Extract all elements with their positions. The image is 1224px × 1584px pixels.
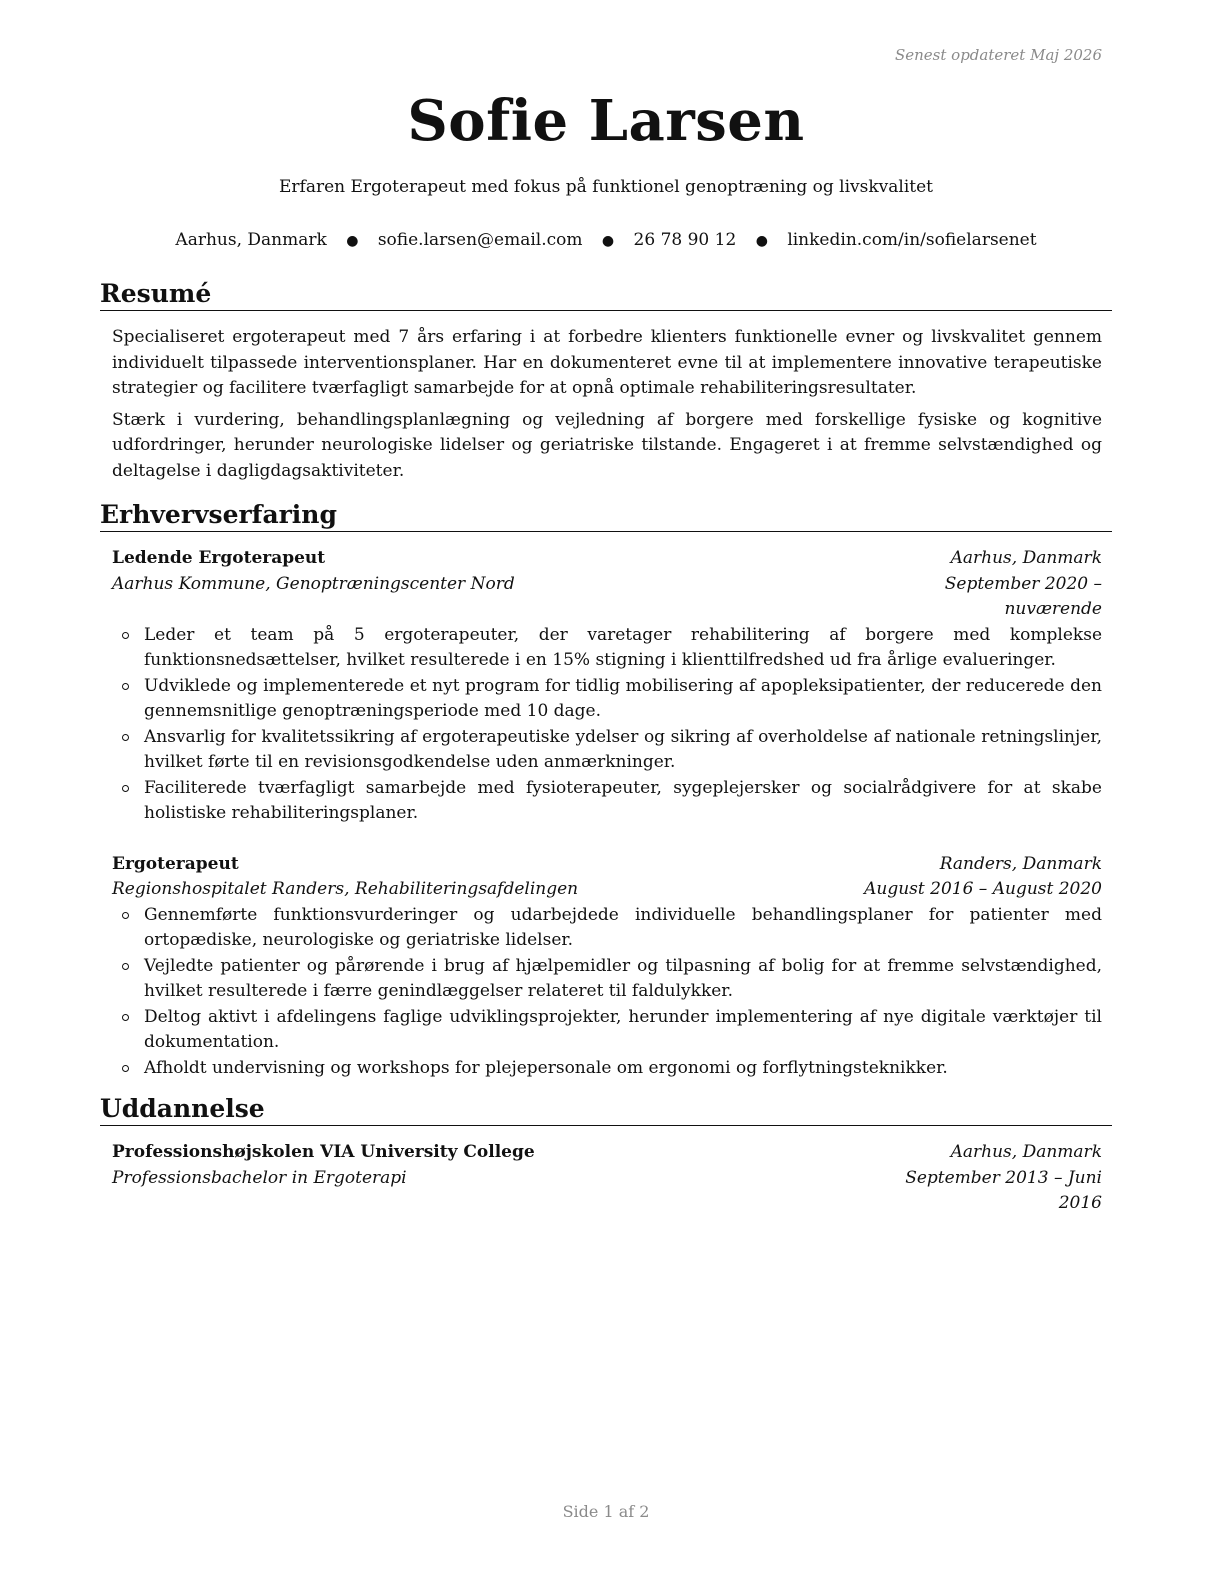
bullet-text: Deltog aktivt i afdelingens faglige udviklingsprojekter, herunder implementering af nye digitale værktøjer til dokumentation.	[144, 1006, 1102, 1052]
bullet-text: Vejledte patienter og pårørende i brug af hjælpemidler og tilpasning af bolig for at fremme selvstændighed, hvilket resulterede i færre genindlæggelser relateret til faldulykker.	[144, 955, 1102, 1001]
bullet-text: Leder et team på 5 ergoterapeuter, der varetager rehabilitering af borgere med komplekse funktionsnedsættelser, hvilket resulterede i en 15% stigning i klienttilfredshed ud fra årlige evalueringer.	[144, 624, 1102, 670]
circle-bullet-icon	[122, 1065, 129, 1072]
section-title-education: Uddannelse	[100, 1093, 1112, 1126]
bullet-text: Udviklede og implementerede et nyt program for tidlig mobilisering af apopleksipatienter, der reducerede den gennemsnitlige genoptræningsperiode med 10 dage.	[144, 675, 1102, 721]
candidate-name: Sofie Larsen	[407, 88, 805, 154]
list-item	[112, 1056, 1102, 1082]
contact-linkedin[interactable]: linkedin.com/in/sofielarsenet	[787, 230, 1037, 250]
page-number: Side 1 af 2	[562, 1502, 650, 1521]
degree: Professionsbachelor in Ergoterapi	[112, 1167, 407, 1188]
school-location: Aarhus, Danmark	[950, 1142, 1102, 1162]
bullet-separator-icon: ●	[601, 233, 615, 249]
list-item	[112, 623, 1102, 674]
bullet-text: Ansvarlig for kvalitetssikring af ergoterapeutiske ydelser og sikring af overholdelse af nationale retningslinjer, hvilket førte til en revisionsgodkendelse uden anmærkninger.	[144, 726, 1102, 772]
job-title: Ledende Ergoterapeut	[112, 548, 326, 568]
job-bullets	[112, 903, 1102, 1082]
circle-bullet-icon	[122, 683, 129, 690]
bullet-text: Gennemførte funktionsvurderinger og udarbejdede individuelle behandlingsplaner for patienter med ortopædiske, neurologiske og geriatriske lidelser.	[144, 904, 1102, 950]
bullet-separator-icon: ●	[755, 233, 768, 249]
job-date: August 2016 – August 2020	[864, 879, 1102, 899]
job-organization: Aarhus Kommune, Genoptræningscenter Nord	[112, 573, 515, 594]
circle-bullet-icon	[122, 785, 129, 792]
tagline: Erfaren Ergoterapeut med fokus på funktionel genoptræning og livskvalitet	[278, 177, 933, 197]
list-item	[112, 776, 1102, 827]
list-item	[112, 725, 1102, 776]
job-entry	[112, 852, 1102, 1082]
contact-email[interactable]: sofie.larsen@email.com	[377, 230, 583, 250]
job-location: Aarhus, Danmark	[950, 548, 1102, 568]
list-item	[112, 954, 1102, 1005]
education-date: September 2013 – Juni 2016	[905, 1167, 1102, 1213]
list-item	[112, 674, 1102, 725]
summary-section	[100, 278, 1112, 484]
bullet-separator-icon: ●	[346, 233, 359, 249]
circle-bullet-icon	[122, 963, 129, 970]
contact-line	[100, 229, 1112, 252]
contact-location: Aarhus, Danmark	[175, 230, 327, 250]
last-updated: Senest opdateret Maj 2026	[894, 46, 1102, 64]
education-section	[100, 1093, 1112, 1217]
job-bullets	[112, 623, 1102, 827]
list-item	[112, 1005, 1102, 1056]
experience-section	[100, 499, 1112, 1081]
contact-phone: 26 78 90 12	[633, 230, 737, 250]
job-date: September 2020 – nuværende	[944, 573, 1102, 619]
circle-bullet-icon	[122, 632, 129, 639]
resume-page	[100, 0, 1112, 1584]
job-organization: Regionshospitalet Randers, Rehabiliteringsafdelingen	[112, 879, 579, 899]
list-item	[112, 903, 1102, 954]
section-title-summary: Resumé	[100, 278, 1112, 311]
job-title: Ergoterapeut	[112, 853, 239, 874]
bullet-text: Afholdt undervisning og workshops for plejepersonale om ergonomi og forflytningsteknikker.	[144, 1057, 948, 1078]
education-entry	[112, 1140, 1102, 1217]
circle-bullet-icon	[122, 912, 129, 919]
bullet-text: Faciliterede tværfagligt samarbejde med fysioterapeuter, sygeplejersker og socialrådgivere for at skabe holistiske rehabiliteringsplaner.	[144, 777, 1102, 823]
job-location: Randers, Danmark	[939, 853, 1102, 874]
circle-bullet-icon	[122, 1014, 129, 1021]
section-title-experience: Erhvervserfaring	[100, 499, 1112, 532]
school-name: Professionshøjskolen VIA University College	[112, 1142, 535, 1162]
job-entry	[112, 546, 1102, 827]
circle-bullet-icon	[122, 734, 129, 741]
summary-paragraph: Stærk i vurdering, behandlingsplanlægning og vejledning af borgere med forskellige fysiske og kognitive udfordringer, herunder neurologiske lidelser og geriatriske tilstande. Engageret i at fremme selvstændighed og deltagelse i dagligdagsaktiviteter.	[112, 409, 1102, 481]
summary-paragraph: Specialiseret ergoterapeut med 7 års erfaring i at forbedre klienters funktionelle evner og livskvalitet gennem individuelt tilpassede interventionsplaner. Har en dokumenteret evne til at implementere innovative terapeutiske strategier og facilitere tværfagligt samarbejde for at opnå optimale rehabiliteringsresultater.	[112, 327, 1102, 398]
